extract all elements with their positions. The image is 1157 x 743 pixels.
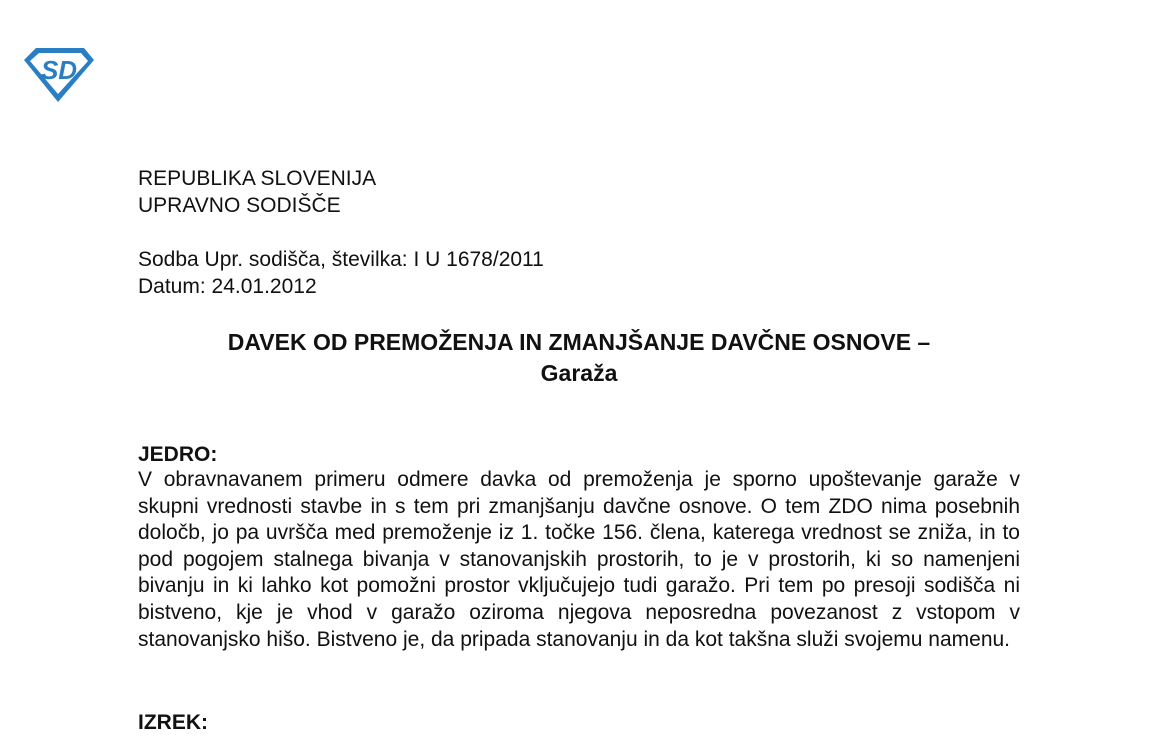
document-title: [138, 327, 1020, 389]
case-meta: [138, 246, 544, 300]
court-name: UPRAVNO SODIŠČE: [138, 194, 341, 217]
court-header: [138, 165, 376, 219]
core-paragraph: V obravnavanem primeru odmere davka od premoženja je sporno upoštevanje garaže v skupni vrednosti stavbe in s tem pri zmanjšanju davčne osnove. O tem ZDO nima posebnih določb, jo pa uvršča med premoženje iz 1. točke 156. člena, katerega vrednost se zniža, in to pod pogojem stalnega bivanja v stanovanjskih prostorih, to je v prostorih, ki so namenjeni bivanju in ki lahko kot pomožni prostor vključujejo tudi garažo. Pri tem po presoji sodišča ni bistveno, kje je vhod v garažo oziroma njegova neposredna povezanost z vstopom v stanovanjsko hišo. Bistveno je, da pripada stanovanju in da kot takšna služi svojemu namenu.: [138, 468, 1020, 651]
sd-logo: [22, 46, 96, 104]
verdict-heading: IZREK:: [138, 711, 208, 734]
core-heading: JEDRO:: [138, 443, 218, 466]
title-line-1: DAVEK OD PREMOŽENJA IN ZMANJŠANJE DAVČNE OSNOVE –: [227, 329, 931, 355]
logo-letters: SD: [40, 55, 78, 85]
country-name: REPUBLIKA SLOVENIJA: [138, 167, 377, 190]
case-number: Sodba Upr. sodišča, številka: I U 1678/2011: [138, 248, 544, 271]
judgment-date: Datum: 24.01.2012: [138, 275, 317, 298]
title-line-2: Garaža: [540, 360, 618, 386]
